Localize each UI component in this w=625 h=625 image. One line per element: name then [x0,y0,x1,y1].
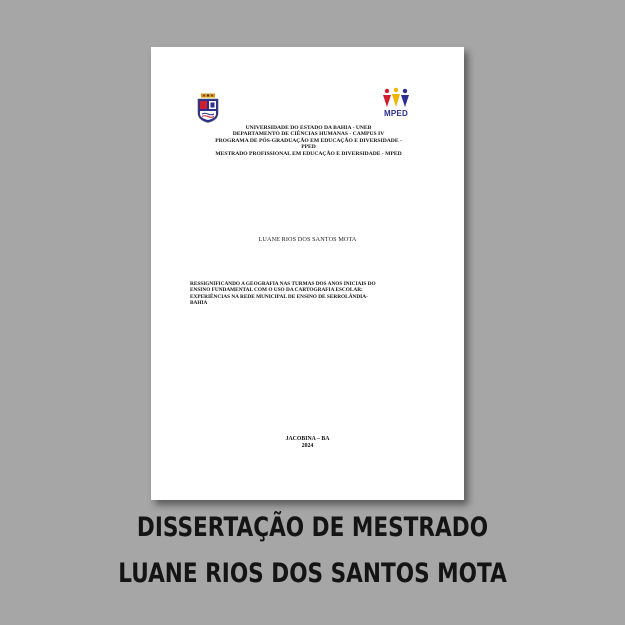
header-line: PPED [301,144,316,151]
title-line: RESSIGNIFICANDO A GEOGRAFIA NAS TURMAS DOS ANOS INICIAIS DO [190,281,376,287]
header-line: UNIVERSIDADE DO ESTADO DA BAHIA - UNEB [245,125,372,131]
document-page [151,47,464,500]
title-line: EXPERIÊNCIAS NA REDE MUNICIPAL DE ENSINO DE SERROLÂNDIA- [190,293,368,300]
dissertation-title [190,281,421,307]
author-name: LUANE RIOS DOS SANTOS MOTA [258,236,357,243]
mped-logo-text: MPED [384,109,408,118]
title-line: ENSINO FUNDAMENTAL COM O USO DA CARTOGRAFIA ESCOLAR: [190,287,363,294]
year: 2024 [301,443,314,449]
header-line: DEPARTAMENTO DE CIÊNCIAS HUMANAS - CAMPUS IV [232,131,385,138]
caption-title: DISSERTAÇÃO DE MESTRADO [136,512,489,543]
institution-header [191,125,426,157]
mped-logo [379,87,413,123]
header-line: PROGRAMA DE PÓS-GRADUAÇÃO EM EDUCAÇÃO E DIVERSIDADE - [215,137,402,144]
header-line: MESTRADO PROFISSIONAL EM EDUCAÇÃO E DIVERSIDADE - MPED [215,150,402,157]
title-line: BAHIA [190,300,208,307]
uneb-logo [195,93,221,123]
caption-author: LUANE RIOS DOS SANTOS MOTA [118,558,507,589]
city-year [151,436,464,450]
city: JACOBINA – BA [285,436,330,442]
